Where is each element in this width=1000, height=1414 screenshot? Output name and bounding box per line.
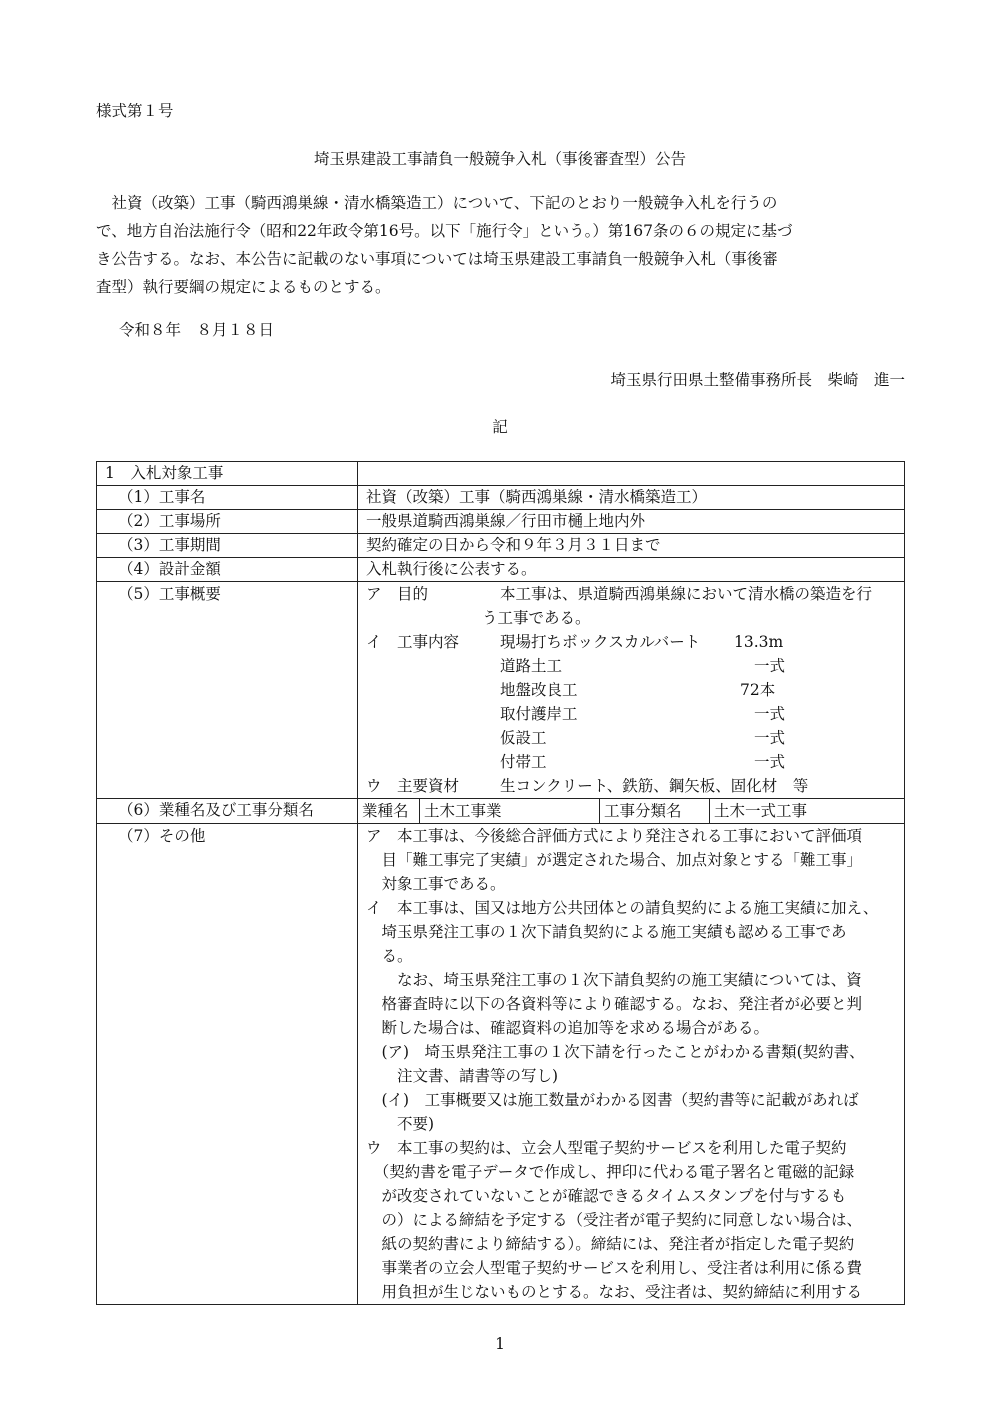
other-line: ウ 本工事の契約は、立会人型電子契約サービスを利用した電子契約 xyxy=(366,1139,847,1157)
industry-key: 業種名 xyxy=(358,799,420,823)
overview-u-text: 生コンクリート、鉄筋、鋼矢板、固化材 等 xyxy=(500,777,809,795)
other-line: ア 本工事は、今後総合評価方式により発注される工事において評価項 xyxy=(366,827,863,845)
other-line: が改変されていないことが確認できるタイムスタンプを付与するも xyxy=(366,1187,847,1205)
section-heading: 1 入札対象工事 xyxy=(97,462,358,486)
item-qty: 一式 xyxy=(754,705,786,723)
other-line: 目「難工事完了実績」が選定された場合、加点対象とする「難工事」 xyxy=(366,851,863,869)
table-row xyxy=(97,799,905,824)
intro-paragraph xyxy=(96,189,916,301)
other-line: る。 xyxy=(366,947,413,965)
other-line: イ 本工事は、国又は地方公共団体との請負契約による施工実績に加え、 xyxy=(366,899,879,917)
table-row xyxy=(97,510,905,534)
issuer: 埼玉県行田県土整備事務所長 柴崎 進一 xyxy=(610,371,905,389)
table-row xyxy=(97,534,905,558)
other-line: 不要) xyxy=(366,1115,435,1133)
overview-a-text: う工事である。 xyxy=(482,609,591,627)
row-label: （4）設計金額 xyxy=(97,558,358,582)
other-line: 紙の契約書により締結する）。締結には、発注者が指定した電子契約 xyxy=(366,1235,855,1253)
table-row xyxy=(97,486,905,510)
intro-line: 社資（改築）工事（騎西鴻巣線・清水橋築造工）について、下記のとおり一般競争入札を行うの xyxy=(96,194,778,212)
other-line: (イ) 工事概要又は施工数量がわかる図書（契約書等に記載があれば xyxy=(366,1091,859,1109)
row-value: 契約確定の日から令和９年３月３１日まで xyxy=(358,534,905,558)
category-value: 土木一式工事 xyxy=(714,802,808,820)
row-label: （2）工事場所 xyxy=(97,510,358,534)
intro-line: 査型）執行要綱の規定によるものとする。 xyxy=(96,278,391,296)
other-line: 格審査時に以下の各資料等により確認する。なお、発注者が必要と判 xyxy=(366,995,863,1013)
other-line: 注文書、請書等の写し) xyxy=(366,1067,559,1085)
row-value: 入札執行後に公表する。 xyxy=(358,558,905,582)
intro-line: で、地方自治法施行令（昭和22年政令第16号。以下「施行令」という。）第167条の６の規定に基づ xyxy=(96,222,793,240)
row-label: （6）業種名及び工事分類名 xyxy=(97,799,358,824)
row-label: （3）工事期間 xyxy=(97,534,358,558)
project-table xyxy=(96,461,905,1305)
item-qty: 一式 xyxy=(754,729,786,747)
table-row xyxy=(97,558,905,582)
item-name: 現場打ちボックスカルバート xyxy=(500,633,701,651)
item-name: 取付護岸工 xyxy=(500,705,578,723)
row-value: 一般県道騎西鴻巣線／行田市樋上地内外 xyxy=(358,510,905,534)
other-cell xyxy=(358,824,905,1305)
item-name: 仮設工 xyxy=(500,729,547,747)
item-name: 地盤改良工 xyxy=(500,681,578,699)
industry-cell xyxy=(358,799,905,824)
other-line: 事業者の立会人型電子契約サービスを利用し、受注者は利用に係る費 xyxy=(366,1259,863,1277)
other-line: なお、埼玉県発注工事の１次下請負契約の施工実績については、資 xyxy=(366,971,862,989)
other-line: 断した場合は、確認資料の追加等を求める場合がある。 xyxy=(366,1019,770,1037)
other-line: (ア) 埼玉県発注工事の１次下請を行ったことがわかる書類(契約書、 xyxy=(366,1043,865,1061)
overview-cell xyxy=(358,582,905,799)
item-qty: 一式 xyxy=(754,657,786,675)
row-label: （7）その他 xyxy=(97,824,358,1305)
intro-line: き公告する。なお、本公告に記載のない事項については埼玉県建設工事請負一般競争入札（事後審 xyxy=(96,250,778,268)
table-row xyxy=(97,582,905,799)
other-line: （契約書を電子データで作成し、押印に代わる電子署名と電磁的記録 xyxy=(366,1163,855,1181)
table-row xyxy=(97,824,905,1305)
ki-heading: 記 xyxy=(492,418,508,436)
industry-value: 土木工事業 xyxy=(420,799,600,823)
other-line: 対象工事である。 xyxy=(366,875,506,893)
overview-a-head: ア 目的 xyxy=(366,585,429,603)
other-line: 埼玉県発注工事の１次下請負契約による施工実績も認める工事であ xyxy=(366,923,847,941)
category-key: 工事分類名 xyxy=(600,799,710,823)
other-line: の）による締結を予定する（受注者が電子契約に同意しない場合は、 xyxy=(366,1211,863,1229)
overview-u-head: ウ 主要資材 xyxy=(366,777,460,795)
table-row xyxy=(97,462,905,486)
item-name: 道路土工 xyxy=(500,657,563,675)
page-number: 1 xyxy=(495,1335,505,1353)
other-line: 用負担が生じないものとする。なお、受注者は、契約締結に利用する xyxy=(366,1283,863,1301)
item-name: 付帯工 xyxy=(500,753,547,771)
item-qty: 72本 xyxy=(740,681,776,699)
overview-i-head: イ 工事内容 xyxy=(366,633,460,651)
form-number: 様式第１号 xyxy=(96,102,174,120)
overview-a-text: 本工事は、県道騎西鴻巣線において清水橋の築造を行 xyxy=(500,585,873,603)
document-title: 埼玉県建設工事請負一般競争入札（事後審査型）公告 xyxy=(313,150,686,168)
row-label: （1）工事名 xyxy=(97,486,358,510)
item-qty: 一式 xyxy=(754,753,786,771)
notice-date: 令和８年 ８月１８日 xyxy=(119,321,275,339)
row-value: 社資（改築）工事（騎西鴻巣線・清水橋築造工） xyxy=(358,486,905,510)
item-qty: 13.3m xyxy=(734,633,784,651)
row-label: （5）工事概要 xyxy=(97,582,358,799)
